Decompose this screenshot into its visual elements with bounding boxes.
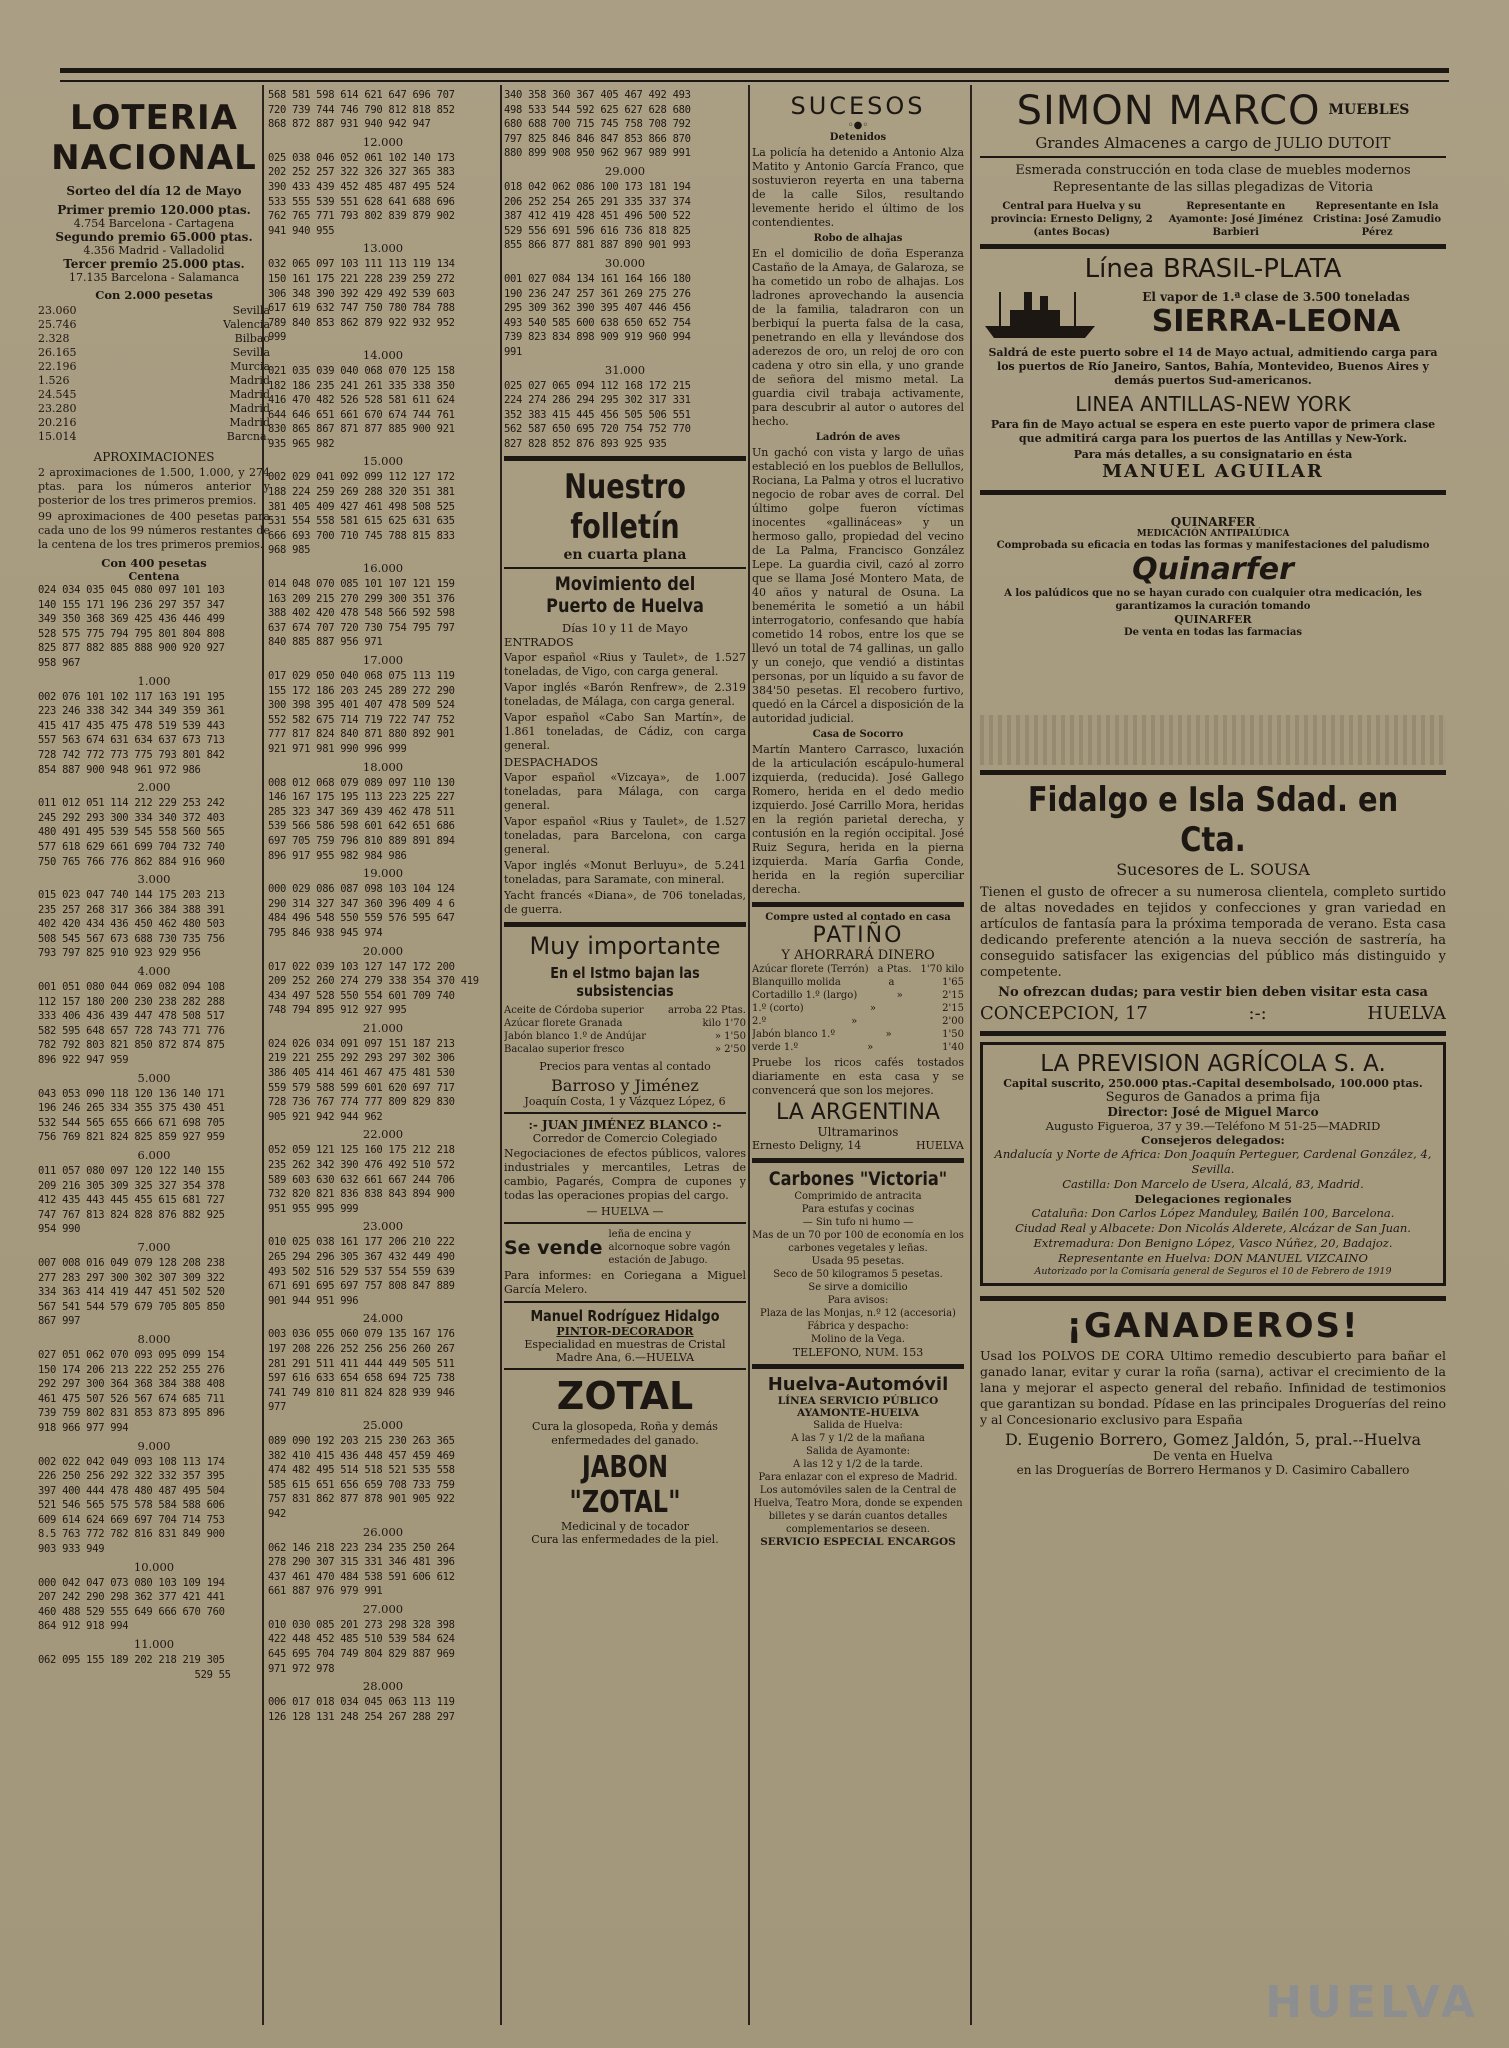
despachados-header: DESPACHADOS xyxy=(504,755,599,770)
block-header: 7.000 xyxy=(137,1239,171,1254)
block-header: 17.000 xyxy=(362,653,404,667)
block-header: 15.000 xyxy=(362,454,404,469)
column-sucesos: SUCESOS ◦●◦ Detenidos La policía ha detenido a Antonio Alza Matito y Antonio García Franco, que sostuvieron reyerta en una taberna de la calle Silos, resultando levemente herido el último de los contendientes. Robo de alhajas En el domicilio de doña Esperanza Castaño de la Amaya, de Galaroza, se ha cometido un robo de alhajas. Los ladrones aprovechando la ausencia de la familia, taladraron con un berbiquí la puerta falsa de la casa, penetrando en ella y llevándose dos aderezos de oro, un reloj de oro con cadena y otro sin ella, y uno grande de señora del mismo metal. La guardia civil trabaja activamente, para descubrir al autor o autores del hecho. Ladrón de aves Un gachó con vista y largo de uñas estableció en los pueblos de Bellullos, Rociana, La Palma y otros el lucrativo negocio de robar aves de corral. Del último golpe fueron víctimas inocentes «gallináceas» y un hermoso gallo, propiedad del vecino de La Palma, Francisco González Lepe. La guardia civil, cazó al zorro que se llama José Montero Mata, de 40 años y natural de Osuna. La benemérita le sometió a un hábil interrogatorio, confesando que había cometido 14 robos, entre los que se llevó un total de 74 gallinas, un gallo y un conejo, que vendió a distintas personas, por un líquido a su favor de 384'50 pesetas. El recobero furtivo, quedó en la Cárcel a disposición de la autoridad judicial. Casa de Socorro Martín Mantero Carrasco, luxación de la articulación escápulo-humeral izquierda, (reducida). José Gallego Romero, herida en el dedo medio izquierdo. José Carrillo Mora, heridas en la región parietal derecha, y contusión en la región occipital. José Ruiz Segura, herida en la pierna izquierda. María Garfia Conde, herida en la región superciliar derecha. Compre usted al contado en casa PATIÑO Y AHORRARÁ DINERO Azúcar florete (Terrón) a Ptas. 1'70 kilo Blanquillo molida a 1'65 Cortadillo 1.º (largo) » 2'15 1.º (corto) » 2'15 2.º » 2'00 Jabón blanco 1.º » 1'50 verde 1.º » 1'40 Pruebe los ricos cafés tostados diariamente en esta casa y se convencerá que son los mejores. LA ARGENTINA Ultramarinos Ernesto Deligny, 14 HUELVA Carbones "Victoria" Comprimido de antracita Para estufas y cocinas — Sin tufo ni humo — Mas de un 70 por 100 de economía en los carbones vegetales y leñas. Usada 95 pesetas. Seco de 50 kilogramos 5 pesetas. Se sirve a domicilio Para avisos: Plaza de las Monjas, n.º 12 (accesoria) Fábrica y despacho: Molino de la Vega. TELEFONO, NUM. 153 Huelva-Automóvil LÍNEA SERVICIO PÚBLICO AYAMONTE-HUELVA Salida de Huelva: A las 7 y 1/2 de la mañana Salida de Ayamonte: A las 12 y 1/2 de la tarde. Para enlazar con el expreso de Madrid. Los automóviles salen de la Central de Huelva, Teatro Mora, donde se expenden billetes y se darán cuantos detalles complementarios se deseen. SERVICIO ESPECIAL ENCARGOS xyxy=(752,92,964,1548)
fidalgo-dudas: No ofrezcan dudas; para vestir bien deben visitar esta casa xyxy=(998,985,1428,1000)
despachados-list xyxy=(504,771,746,917)
patino-item: Blanquillo molida xyxy=(752,977,841,988)
block-header: 3.000 xyxy=(137,872,171,887)
auto-foot: SERVICIO ESPECIAL ENCARGOS xyxy=(760,1536,956,1548)
prize-city: Madrid xyxy=(229,416,270,429)
third-prize: Tercer premio 25.000 ptas. xyxy=(63,257,245,271)
prize-400-header: Con 400 pesetas xyxy=(101,556,207,570)
simon-reps xyxy=(980,200,1446,239)
patino-price: 2'15 xyxy=(942,1003,964,1014)
prize-city: Bilbao xyxy=(234,332,270,345)
prize-row xyxy=(38,374,270,388)
prize-row xyxy=(38,346,270,360)
number-block: 089 090 192 203 215 230 263 365 382 410 415 436 448 457 459 469 474 482 495 514 518 521 535 558 585 615 651 656 659 708 733 759 757 831 862 877 878 901 905 922 942 xyxy=(268,1434,455,1520)
price-item: Bacalao superior fresco xyxy=(504,1044,625,1056)
prize-number: 1.526 xyxy=(38,374,70,387)
suceso-text: Un gachó con vista y largo de uñas estableció en los pueblos de Bellullos, Rociana, La Palma y otros el lucrativo negocio de robar aves de corral. Del último golpe fueron víctimas inocentes «gallináceas» y un hermoso gallo, propiedad del vecino de La Palma, Francisco González Lepe. La guardia civil, cazó al zorro que se llama José Montero Mata, de 40 años y natural de Osuna. La benemérita le sometió a un hábil interrogatorio, confesando que había cometido 14 robos, entre los que se llevó un total de 74 gallinas, un gallo y un conejo, que vendió a distintas personas, por un líquido a su favor de 384'50 pesetas. El recobero furtivo, quedó en la Cárcel a disposición de la autoridad judicial. xyxy=(752,446,964,725)
quinarfer-venta: De venta en todas las farmacias xyxy=(1123,627,1303,638)
suceso-title: Ladrón de aves xyxy=(815,432,901,443)
patino-price: 1'40 xyxy=(942,1042,964,1053)
prevision-title: LA PREVISION AGRÍCOLA S. A. xyxy=(1040,1051,1386,1077)
suceso-title: Robo de alhajas xyxy=(813,233,903,244)
ganaderos-venta: De venta en Huelva xyxy=(1153,1449,1273,1463)
zotal-title: ZOTAL xyxy=(556,1374,694,1419)
prize-city: Murcia xyxy=(230,360,270,373)
zotal-text: Cura la glosopeda, Roña y demás enfermedades del ganado. xyxy=(532,1420,718,1448)
price-unit: » xyxy=(714,1031,725,1043)
ganaderos-drogueria: en las Droguerías de Borrero Hermanos y D. Casimiro Caballero xyxy=(1016,1463,1410,1477)
vende-title: Se vende xyxy=(504,1236,603,1259)
block-header: 29.000 xyxy=(604,163,646,178)
quinarfer-illustration xyxy=(980,715,1446,765)
number-block: 025 038 046 052 061 102 140 173 202 252 257 322 326 327 365 383 390 433 439 452 485 487 495 524 533 555 539 551 628 641 688 696 762 765 771 793 802 839 879 902 941 940 955 xyxy=(268,151,455,237)
prevision-capital: Capital suscrito, 250.000 ptas.-Capital desembolsado, 100.000 ptas. xyxy=(1003,1077,1423,1090)
ganaderos-text: Usad los POLVOS DE CORA Ultimo remedio descubierto para bañar el ganado lanar, evitar y curar la roña (sarna), activar el crecimiento de la lana y mejorar el aspecto general del rebaño. Infinidad de testimonios que garantizan su bondad. Pídase en las principales Droguerías del reino y al Concesionario exclusivo para España xyxy=(980,1348,1446,1427)
block-header: 25.000 xyxy=(362,1417,404,1432)
suceso-text: La policía ha detenido a Antonio Alza Matito y Antonio García Franco, que sostuvieron reyerta en una taberna de la calle Silos, resultando levemente herido el último de los contendientes. xyxy=(752,146,964,229)
prize-city: Madrid xyxy=(229,388,270,401)
price-row xyxy=(504,1017,746,1030)
suceso-text: En el domicilio de doña Esperanza Castaño de la Amaya, de Galaroza, se ha cometido un robo de alhajas. Los ladrones aprovechando la ausencia de la familia, taladraron con un berbiquí la puerta falsa de la casa, penetrando en ella y llevándose dos aderezos de oro, un reloj de oro con cadena y otro sin ella, y uno grande de señora del mismo metal. La guardia civil trabaja activamente, para descubrir al autor o autores del hecho. xyxy=(752,247,964,428)
number-block: 007 008 016 049 079 128 208 238 277 283 297 300 302 307 309 322 334 363 414 419 447 451 502 520 567 541 544 579 679 705 805 850 867 997 xyxy=(38,1256,225,1328)
patino-item: 1.º (corto) xyxy=(752,1003,804,1014)
auto-text: Salida de Huelva: A las 7 y 1/2 de la mañana Salida de Ayamonte: A las 12 y 1/2 de la tarde. Para enlazar con el expreso de Madrid. Los automóviles salen de la Central de Huelva, Teatro Mora, donde se expenden billetes y se darán cuantos detalles complementarios se deseen. xyxy=(753,1420,963,1535)
carbones-text: Comprimido de antracita Para estufas y cocinas — Sin tufo ni humo — Mas de un 70 por 100 de economía en los carbones vegetales y leñas. Usada 95 pesetas. Seco de 50 kilogramos 5 pesetas. Se sirve a domicilio Para avisos: Plaza de las Monjas, n.º 12 (accesoria) Fábrica y despacho: Molino de la Vega. xyxy=(752,1191,964,1345)
patino-price: 1'65 xyxy=(942,977,964,988)
price-row xyxy=(504,1043,746,1056)
block-header: 10.000 xyxy=(133,1559,175,1574)
port-dates: Días 10 y 11 de Mayo xyxy=(562,621,688,636)
vende-text: leña de encina y alcornoque sobre vagón estación de Jabugo. xyxy=(608,1229,731,1267)
number-block: 008 012 068 079 089 097 110 130 146 167 175 195 113 223 225 227 285 323 347 369 439 462 478 511 539 566 586 598 601 642 651 686 697 705 759 796 810 889 891 894 896 917 955 982 984 986 xyxy=(268,776,455,862)
first-prize: Primer premio 120.000 ptas. xyxy=(57,203,251,217)
block-header: 13.000 xyxy=(362,241,404,256)
jabon-title: JABON "ZOTAL" xyxy=(569,1450,681,1521)
patino-text: Pruebe los ricos cafés tostados diariamente en esta casa y se convencerá que son los mejores. xyxy=(752,1056,964,1097)
simon-muebles: MUEBLES xyxy=(1328,102,1410,118)
ganaderos-title: ¡GANADEROS! xyxy=(1066,1306,1360,1346)
quinarfer-brand: QUINARFER xyxy=(1170,515,1256,529)
carbones-phone: TELEFONO, NUM. 153 xyxy=(792,1346,924,1359)
prize-row xyxy=(38,430,270,444)
prize-number: 24.545 xyxy=(38,388,77,401)
number-block: 010 030 085 201 273 298 328 398 422 448 452 485 510 539 584 624 645 695 704 749 804 829 887 969 971 972 978 xyxy=(268,1618,455,1675)
prevision-line: Castilla: Don Marcelo de Usera, Alcalá, 83, Madrid. xyxy=(1062,1177,1364,1191)
patino-row xyxy=(752,1041,964,1054)
column-rule xyxy=(500,85,502,2025)
price-item: Aceite de Córdoba superior xyxy=(504,1005,644,1017)
prize-2000-header: Con 2.000 pesetas xyxy=(95,288,213,302)
patino-item: verde 1.º xyxy=(752,1042,799,1053)
block-header: 12.000 xyxy=(362,134,404,149)
prevision-box xyxy=(980,1042,1446,1286)
prize-city: Barcna. xyxy=(226,430,270,443)
folletin-sub: en cuarta plana xyxy=(563,547,687,564)
simon-rep: Central para Huelva y su provincia: Ernesto Deligny, 2 (antes Bocas) xyxy=(990,201,1153,238)
jimenez-title: :- JUAN JIMÉNEZ BLANCO :- xyxy=(528,1118,722,1133)
number-block: 024 026 034 091 097 151 187 213 219 221 255 292 293 297 302 306 386 405 414 461 467 475 481 530 559 579 588 599 601 620 697 717 728 736 767 774 777 809 829 830 905 921 942 944 962 xyxy=(268,1037,455,1123)
patino-price: 1'70 kilo xyxy=(920,964,964,975)
number-block: 011 012 051 114 212 229 253 242 245 292 293 300 334 340 372 403 480 491 495 539 545 558 560 565 577 618 629 661 699 704 732 740 750 765 766 776 862 884 916 960 xyxy=(38,797,225,868)
prevision-lines xyxy=(989,1206,1437,1266)
column-rule xyxy=(970,85,972,2025)
first-prize-detail: 4.754 Barcelona - Cartagena xyxy=(73,217,235,230)
carbones-title: Carbones "Victoria" xyxy=(768,1168,948,1190)
block-header: 20.000 xyxy=(362,943,404,958)
prize-row xyxy=(38,332,270,346)
block-header: 18.000 xyxy=(362,759,404,774)
prize-city: Madrid xyxy=(229,374,270,387)
auto-sub: LÍNEA SERVICIO PÚBLICO AYAMONTE-HUELVA xyxy=(777,1395,939,1419)
patino-price: 1'50 xyxy=(942,1029,964,1040)
number-block: 006 017 018 034 045 063 113 119 126 128 131 248 254 267 288 297 xyxy=(268,1696,455,1723)
antillas-title: LINEA ANTILLAS-NEW YORK xyxy=(1075,392,1351,416)
rodriguez-text: Especialidad en muestras de Cristal xyxy=(524,1338,726,1352)
brasil-text: Saldrá de este puerto sobre el 14 de Mayo actual, admitiendo carga para los puertos de Río Janeiro, Santos, Bahía, Montevideo, Buenos Aires y demás puertos Sud-americanos. xyxy=(988,346,1438,387)
rodriguez-address: Madre Ana, 6.—HUELVA xyxy=(555,1351,695,1365)
lottery-date: Sorteo del día 12 de Mayo xyxy=(66,184,242,198)
patino-price: 2'00 xyxy=(942,1016,964,1027)
number-block: 052 059 121 125 160 175 212 218 235 262 342 390 476 492 510 572 589 603 630 632 661 667 244 706 732 820 821 836 838 843 894 900 951 955 995 999 xyxy=(268,1144,455,1215)
simon-rep: Representante en Isla Cristina: José Zamudio Pérez xyxy=(1313,201,1442,238)
top-rule xyxy=(60,68,1449,73)
block-header: 30.000 xyxy=(604,255,646,270)
patino-title: PATIÑO xyxy=(812,923,904,948)
block-header: 19.000 xyxy=(362,866,404,881)
number-block: 062 146 218 223 234 235 250 264 278 290 307 315 331 346 481 396 437 461 470 484 538 591 606 612 661 887 976 979 991 xyxy=(268,1541,455,1598)
patino-unit: » xyxy=(885,1029,892,1040)
quinarfer-sub: MEDICACIÓN ANTIPALÚDICA xyxy=(1136,529,1290,539)
suceso-title: Detenidos xyxy=(829,132,887,143)
entrados-header: ENTRADOS xyxy=(504,635,574,650)
lottery-number-blocks xyxy=(38,583,270,1682)
port-title: Movimiento del Puerto de Huelva xyxy=(546,573,704,618)
prevision-director: Director: José de Miguel Marco xyxy=(1107,1105,1319,1119)
price-list xyxy=(504,1004,746,1056)
patino-row xyxy=(752,1002,964,1015)
patino-item: Cortadillo 1.º (largo) xyxy=(752,990,858,1001)
ship-icon xyxy=(980,284,1100,344)
sucesos-title: SUCESOS xyxy=(790,92,926,120)
ship-entry: Yacht francés «Diana», de 706 toneladas, de guerra. xyxy=(504,889,746,917)
prize-row xyxy=(38,416,270,430)
prize-city: Sevilla xyxy=(232,304,270,317)
ship-entry: Vapor español «Rius y Taulet», de 1.527 toneladas, para Barcelona, con carga general. xyxy=(504,815,746,857)
ganaderos-address: D. Eugenio Borrero, Gomez Jaldón, 5, pral.--Huelva xyxy=(1004,1430,1422,1449)
patino-sub: Y AHORRARÁ DINERO xyxy=(781,948,935,963)
block-header: 21.000 xyxy=(362,1020,404,1035)
column-rule xyxy=(748,85,750,2025)
argentina-city: HUELVA xyxy=(915,1139,964,1152)
block-header: 9.000 xyxy=(137,1438,171,1453)
jimenez-city: — HUELVA — xyxy=(586,1205,664,1219)
column-ads xyxy=(980,88,1446,2028)
argentina-address: Ernesto Deligny, 14 xyxy=(752,1139,862,1152)
price-amount: 1'50 xyxy=(724,1031,746,1043)
patino-pre: Compre usted al contado en casa xyxy=(765,912,951,923)
patino-unit: » xyxy=(867,1042,874,1053)
lottery-title: LOTERIA NACIONAL xyxy=(51,98,257,178)
prevision-line: Ciudad Real y Albacete: Don Nicolás Alderete, Alcázar de San Juan. xyxy=(1015,1221,1411,1235)
sucesos-list xyxy=(752,131,964,897)
entrados-list xyxy=(504,651,746,753)
price-item: Azúcar florete Granada xyxy=(504,1018,623,1030)
patino-prices xyxy=(752,963,964,1054)
suceso-title: Casa de Socorro xyxy=(812,729,904,740)
block-header: 11.000 xyxy=(133,1637,175,1652)
ship-entry: Vapor inglés «Barón Renfrew», de 2.319 toneladas, de Málaga, con carga general. xyxy=(504,681,746,709)
fidalgo-sub: Sucesores de L. SOUSA xyxy=(1116,860,1310,879)
fidalgo-city: HUELVA xyxy=(1367,1003,1446,1024)
ship-entry: Vapor inglés «Monut Berluyu», de 5.241 toneladas, para Saramate, con mineral. xyxy=(504,859,746,887)
prize-2000-list xyxy=(38,304,270,444)
prevision-address: Augusto Figueroa, 37 y 39.—Teléfono M 51-25—MADRID xyxy=(1045,1119,1381,1133)
block-header: 5.000 xyxy=(137,1070,171,1085)
prevision-seguros: Seguros de Ganados a prima fija xyxy=(1105,1090,1321,1105)
ship-entry: Vapor español «Rius y Taulet», de 1.527 toneladas, de Vigo, con carga general. xyxy=(504,651,746,679)
block-header: 14.000 xyxy=(362,347,404,362)
istmo-title: En el Istmo bajan las subsistencias xyxy=(550,964,700,1001)
second-prize-detail: 4.356 Madrid - Valladolid xyxy=(83,244,225,257)
number-block: 024 034 035 045 080 097 101 103 140 155 171 196 236 297 357 347 349 350 368 369 425 436 446 499 528 575 775 794 795 801 804 808 825 877 882 885 888 900 920 927 958 967 xyxy=(38,584,225,669)
column-lottery xyxy=(38,88,270,2028)
prevision-consejeros: Consejeros delegados: xyxy=(1141,1133,1285,1147)
number-block: 017 022 039 103 127 147 172 200 209 252 260 274 279 338 354 370 419 434 497 528 550 554 601 709 740 748 794 895 912 927 995 xyxy=(268,960,479,1017)
prize-row xyxy=(38,402,270,416)
price-unit: » xyxy=(714,1044,725,1056)
block-header: 27.000 xyxy=(362,1601,404,1616)
third-prize-detail: 17.135 Barcelona - Salamanca xyxy=(68,271,239,284)
number-block: 000 042 047 073 080 103 109 194 207 242 290 298 362 377 421 441 460 488 529 555 649 666 670 760 864 912 918 994 xyxy=(38,1576,225,1633)
block-header: 4.000 xyxy=(137,964,171,979)
prize-number: 26.165 xyxy=(38,346,77,359)
prize-number: 23.280 xyxy=(38,402,77,415)
block-header: 24.000 xyxy=(362,1311,404,1326)
number-block: 568 581 598 614 621 647 696 707 720 739 744 746 790 812 818 852 868 872 887 931 940 942 947 xyxy=(268,89,455,131)
importante-title: Muy importante xyxy=(529,932,721,961)
prize-row xyxy=(38,304,270,318)
antillas-detalles: Para más detalles, a su consignatario en ésta xyxy=(1073,448,1353,461)
precios-venta: Precios para ventas al contado xyxy=(539,1060,711,1074)
vende-info: Para informes: en Coriegana a Miguel García Melero. xyxy=(504,1269,746,1297)
price-unit: kilo xyxy=(702,1018,725,1030)
block-header: 8.000 xyxy=(137,1331,171,1346)
ship-entry: Vapor español «Cabo San Martín», de 1.861 toneladas, de Cádiz, con carga general. xyxy=(504,711,746,753)
barroso-name: Barroso y Jiménez xyxy=(551,1076,699,1096)
brasil-ship: SIERRA-LEONA xyxy=(1151,303,1401,339)
block-header: 26.000 xyxy=(362,1524,404,1539)
auto-title: Huelva-Automóvil xyxy=(767,1374,949,1395)
prevision-line: Representante en Huelva: DON MANUEL VIZCAINO xyxy=(1058,1251,1368,1265)
brasil-vapor: El vapor de 1.ª clase de 3.500 toneladas xyxy=(1142,289,1410,304)
price-value xyxy=(668,1004,746,1017)
prize-number: 22.196 xyxy=(38,360,77,373)
patino-item: 2.º xyxy=(752,1016,767,1027)
jimenez-text: Negociaciones de efectos públicos, valores industriales y mercantiles, Letras de cambio, Pagarés, Compra de cupones y todas las operaciones propias del cargo. xyxy=(504,1147,746,1203)
fidalgo-text: Tienen el gusto de ofrecer a su numerosa clientela, completo surtido de altas novedades en tejidos y confecciones y gran variedad en artículos de fantasía para la próxima temporada de verano. Esta casa dedicando preferente atención a la nueva sección de sastrería, ha conseguido satisfacer las exigencias del público más distinguido y competente. xyxy=(980,885,1446,980)
jabon-text: Cura las enfermedades de la piel. xyxy=(531,1533,719,1547)
folletin-title: Nuestro folletín xyxy=(564,467,686,548)
prevision-aut: Autorizado por la Comisaría general de Seguros el 10 de Febrero de 1919 xyxy=(1034,1266,1392,1277)
prize-city: Madrid xyxy=(229,402,270,415)
brasil-title: Línea BRASIL-PLATA xyxy=(1084,254,1342,284)
column-lottery-numbers xyxy=(268,88,498,2028)
number-block: 001 051 080 044 069 082 094 108 112 157 180 200 230 238 282 288 333 406 436 439 447 478 508 517 582 595 648 657 728 743 771 776 782 792 803 821 850 872 874 875 896 922 947 959 xyxy=(38,981,225,1067)
block-header: 28.000 xyxy=(362,1679,404,1694)
number-block: 000 029 086 087 098 103 104 124 290 314 327 347 360 396 409 4 6 484 496 548 550 559 576 595 647 795 846 938 945 974 xyxy=(268,883,455,939)
price-amount: 1'70 xyxy=(724,1018,746,1030)
centena-header: Centena xyxy=(128,570,180,583)
jabon-sub: Medicinal y de tocador xyxy=(560,1520,690,1534)
patino-unit: » xyxy=(896,990,903,1001)
price-item: Jabón blanco 1.º de Andújar xyxy=(504,1031,647,1043)
top-rule-thin xyxy=(60,80,1449,82)
patino-price: 2'15 xyxy=(942,990,964,1001)
argentina-sub: Ultramarinos xyxy=(817,1125,899,1139)
suceso-text: Martín Mantero Carrasco, luxación de la articulación escápulo-humeral izquierda, (reducida). José Gallego Romero, herida en el dedo medio izquierdo. José Carrillo Mora, heridas en la región parietal derecha, y contusión en la región occipital. José Ruiz Segura, herida en la pierna izquierda. María Garfia Conde, herida en la región superciliar derecha. xyxy=(752,743,964,896)
price-amount: 2'50 xyxy=(724,1044,746,1056)
price-value xyxy=(703,1017,747,1030)
second-prize: Segundo premio 65.000 ptas. xyxy=(55,230,253,244)
simon-rep: Representante en Ayamonte: José Jiménez Barbieri xyxy=(1168,201,1303,238)
simon-sub: Grandes Almacenes a cargo de JULIO DUTOIT xyxy=(1035,134,1391,152)
number-block: 025 027 065 094 112 168 172 215 224 274 286 294 295 302 317 331 352 383 415 445 456 505 506 551 562 587 650 695 720 754 752 770 827 828 852 876 893 925 935 xyxy=(504,379,691,450)
number-block: 032 065 097 103 111 113 119 134 150 161 175 221 228 239 259 272 306 348 390 392 429 492 539 603 617 619 632 747 750 780 784 788 789 840 853 862 879 922 932 952 999 xyxy=(268,258,455,344)
prize-row xyxy=(38,318,270,332)
prevision-lines xyxy=(989,1147,1437,1192)
block-header: 1.000 xyxy=(137,673,171,688)
simon-title: SIMON MARCO xyxy=(1016,88,1321,134)
quinarfer-logo: Quinarfer xyxy=(1132,552,1294,587)
number-block: 018 042 062 086 100 173 181 194 206 252 254 265 291 335 337 374 387 412 419 428 451 496 500 522 529 556 691 596 616 736 818 825 855 866 877 881 887 890 901 993 xyxy=(504,180,691,252)
quinarfer-text: Comprobada su eficacia en todas las formas y manifestaciones del paludismo xyxy=(996,540,1430,551)
archive-watermark: HUELVA xyxy=(1265,1977,1479,2028)
lottery-number-blocks xyxy=(268,88,498,1724)
patino-row xyxy=(752,963,964,976)
antillas-text: Para fin de Mayo actual se espera en este puerto vapor de primera clase que admitirá carga para los puertos de las Antillas y New-York. xyxy=(990,418,1436,445)
block-header: 23.000 xyxy=(362,1219,404,1234)
price-row xyxy=(504,1030,746,1043)
price-amount: 22 Ptas. xyxy=(705,1005,746,1017)
prize-number: 25.746 xyxy=(38,318,77,331)
number-block: 002 022 042 049 093 108 113 174 226 250 256 292 322 332 357 395 397 400 444 478 480 487 495 504 521 546 565 575 578 584 588 606 609 614 624 669 697 704 714 753 8.5 763 772 782 816 831 849 900 903 933 949 xyxy=(38,1455,225,1556)
rodriguez-title: Manuel Rodríguez Hidalgo xyxy=(530,1307,720,1326)
number-block: 017 029 050 040 068 075 113 119 155 172 186 203 245 289 272 290 300 398 395 401 407 478 509 524 552 582 675 714 719 722 747 752 777 817 824 840 871 880 892 901 921 971 981 990 996 999 xyxy=(268,670,455,755)
patino-row xyxy=(752,1015,964,1028)
prevision-line: Extremadura: Don Benigno López, Vasco Núñez, 20, Badajoz. xyxy=(1033,1236,1393,1250)
block-header: 22.000 xyxy=(362,1127,404,1142)
patino-row xyxy=(752,989,964,1002)
lottery-number-blocks xyxy=(504,88,746,451)
prize-number: 20.216 xyxy=(38,416,77,429)
number-block: 021 035 039 040 068 070 125 158 182 186 235 241 261 335 338 350 416 470 482 526 528 581 611 624 644 646 651 661 670 674 744 761 830 865 867 871 877 885 900 921 935 965 982 xyxy=(268,364,455,450)
number-block: 062 095 155 189 202 218 219 305 529 55 xyxy=(38,1654,231,1681)
number-block: 014 048 070 085 101 107 121 159 163 209 215 270 299 300 351 376 388 402 420 478 548 566 592 598 637 674 707 720 730 754 795 797 840 885 887 956 971 xyxy=(268,578,455,649)
simon-text: Esmerada construcción en toda clase de muebles modernos Representante de las sillas plegadizas de Vitoria xyxy=(1015,163,1411,195)
patino-item: Jabón blanco 1.º xyxy=(752,1029,836,1040)
prize-number: 23.060 xyxy=(38,304,77,317)
fidalgo-address: CONCEPCION, 17 xyxy=(980,1003,1148,1024)
aprox-text: 99 aproximaciones de 400 pesetas para cada uno de los 99 números restantes de la centena de los tres primeros premios. xyxy=(38,510,270,551)
price-value xyxy=(715,1030,746,1043)
prize-city: Sevilla xyxy=(232,346,270,359)
rodriguez-sub: PINTOR-DECORADOR xyxy=(556,1325,694,1339)
prevision-line: Cataluña: Don Carlos López Manduley, Bailén 100, Barcelona. xyxy=(1031,1206,1395,1220)
aguilar-name: MANUEL AGUILAR xyxy=(1102,461,1324,482)
fidalgo-sep: :-: xyxy=(1248,1003,1267,1024)
patino-unit: » xyxy=(869,1003,876,1014)
number-block: 010 025 038 161 177 206 210 222 265 294 296 305 367 432 449 490 493 502 516 529 537 554 559 639 671 691 695 697 757 808 847 889 901 944 951 996 xyxy=(268,1236,455,1307)
jimenez-sub: Corredor de Comercio Colegiado xyxy=(532,1132,718,1146)
number-block: 027 051 062 070 093 095 099 154 150 174 206 213 222 252 255 276 292 297 300 364 368 384 388 408 461 475 507 526 567 674 685 711 739 759 802 831 853 873 895 896 918 966 977 994 xyxy=(38,1348,225,1434)
price-value xyxy=(715,1043,746,1056)
block-header: 31.000 xyxy=(604,362,646,377)
block-header: 16.000 xyxy=(362,561,404,576)
number-block: 002 076 101 102 117 163 191 195 223 246 338 342 344 349 359 361 415 417 435 475 478 519 539 443 557 563 674 631 634 637 673 713 728 742 772 773 775 793 801 842 854 887 900 948 961 972 986 xyxy=(38,690,225,776)
fidalgo-title: Fidalgo e Isla Sdad. en Cta. xyxy=(1027,780,1399,860)
prize-city: Valencia xyxy=(223,318,270,331)
aprox-text: 2 aproximaciones de 1.500, 1.000, y 274 ptas. para los números anterior y posterior de los tres primeros premios. xyxy=(38,466,270,507)
patino-unit: a xyxy=(888,977,895,988)
number-block: 003 036 055 060 079 135 167 176 197 208 226 252 256 256 260 267 281 291 511 411 444 449 505 511 597 616 633 654 658 694 725 738 741 749 810 811 824 828 939 946 977 xyxy=(268,1328,455,1414)
prize-number: 15.014 xyxy=(38,430,77,443)
quinarfer-brand: QUINARFER xyxy=(1174,613,1252,626)
number-block: 340 358 360 367 405 467 492 493 498 533 544 592 625 627 628 680 680 688 700 715 745 758 708 792 797 825 846 846 847 853 866 870 880 899 908 950 962 967 989 991 xyxy=(504,89,691,160)
number-block: 002 029 041 092 099 112 127 172 188 224 259 269 288 320 351 381 381 405 409 427 461 498 508 525 531 554 558 581 615 625 631 635 666 693 700 710 745 788 815 833 968 985 xyxy=(268,471,455,557)
prize-row xyxy=(38,360,270,374)
column-port xyxy=(504,88,746,2028)
patino-item: Azúcar florete (Terrón) xyxy=(752,964,869,975)
patino-row xyxy=(752,1028,964,1041)
quinarfer-text: A los palúdicos que no se hayan curado con cualquier otra medicación, les garantizamos la curación tomando xyxy=(1004,588,1422,612)
price-row xyxy=(504,1004,746,1017)
patino-unit: » xyxy=(851,1016,858,1027)
patino-unit: a Ptas. xyxy=(877,964,912,975)
block-header: 2.000 xyxy=(137,780,171,795)
ship-entry: Vapor español «Vizcaya», de 1.007 toneladas, para Málaga, con carga general. xyxy=(504,771,746,813)
prize-row xyxy=(38,388,270,402)
price-unit: arroba xyxy=(667,1005,706,1017)
patino-row xyxy=(752,976,964,989)
prevision-delegaciones: Delegaciones regionales xyxy=(1134,1192,1292,1206)
barroso-address: Joaquín Costa, 1 y Vázquez López, 6 xyxy=(524,1095,726,1109)
aprox-title: APROXIMACIONES xyxy=(93,450,215,464)
number-block: 015 023 047 740 144 175 203 213 235 257 268 317 366 384 388 391 402 420 434 436 450 462 480 503 508 545 567 673 688 730 735 756 793 797 825 910 923 929 956 xyxy=(38,889,225,960)
prize-number: 2.328 xyxy=(38,332,70,345)
quinarfer-ad xyxy=(980,515,1446,715)
argentina-title: LA ARGENTINA xyxy=(776,1100,940,1125)
block-header: 6.000 xyxy=(137,1148,171,1162)
number-block: 011 057 080 097 120 122 140 155 209 216 305 309 325 327 354 378 412 435 443 445 455 615 681 727 747 767 813 824 828 876 882 925 954 990 xyxy=(38,1165,225,1236)
number-block: 001 027 084 134 161 164 166 180 190 236 247 257 361 269 275 276 295 309 362 390 395 407 446 456 493 540 585 600 638 650 652 754 739 823 834 898 909 919 960 994 991 xyxy=(504,272,691,358)
prevision-line: Andalucía y Norte de Africa: Don Joaquín Perteguer, Cardenal González, 4, Sevilla. xyxy=(994,1147,1432,1176)
number-block: 043 053 090 118 120 136 140 171 196 246 265 334 355 375 430 451 532 544 565 655 666 671 698 705 756 769 821 824 825 859 927 959 xyxy=(38,1087,225,1144)
